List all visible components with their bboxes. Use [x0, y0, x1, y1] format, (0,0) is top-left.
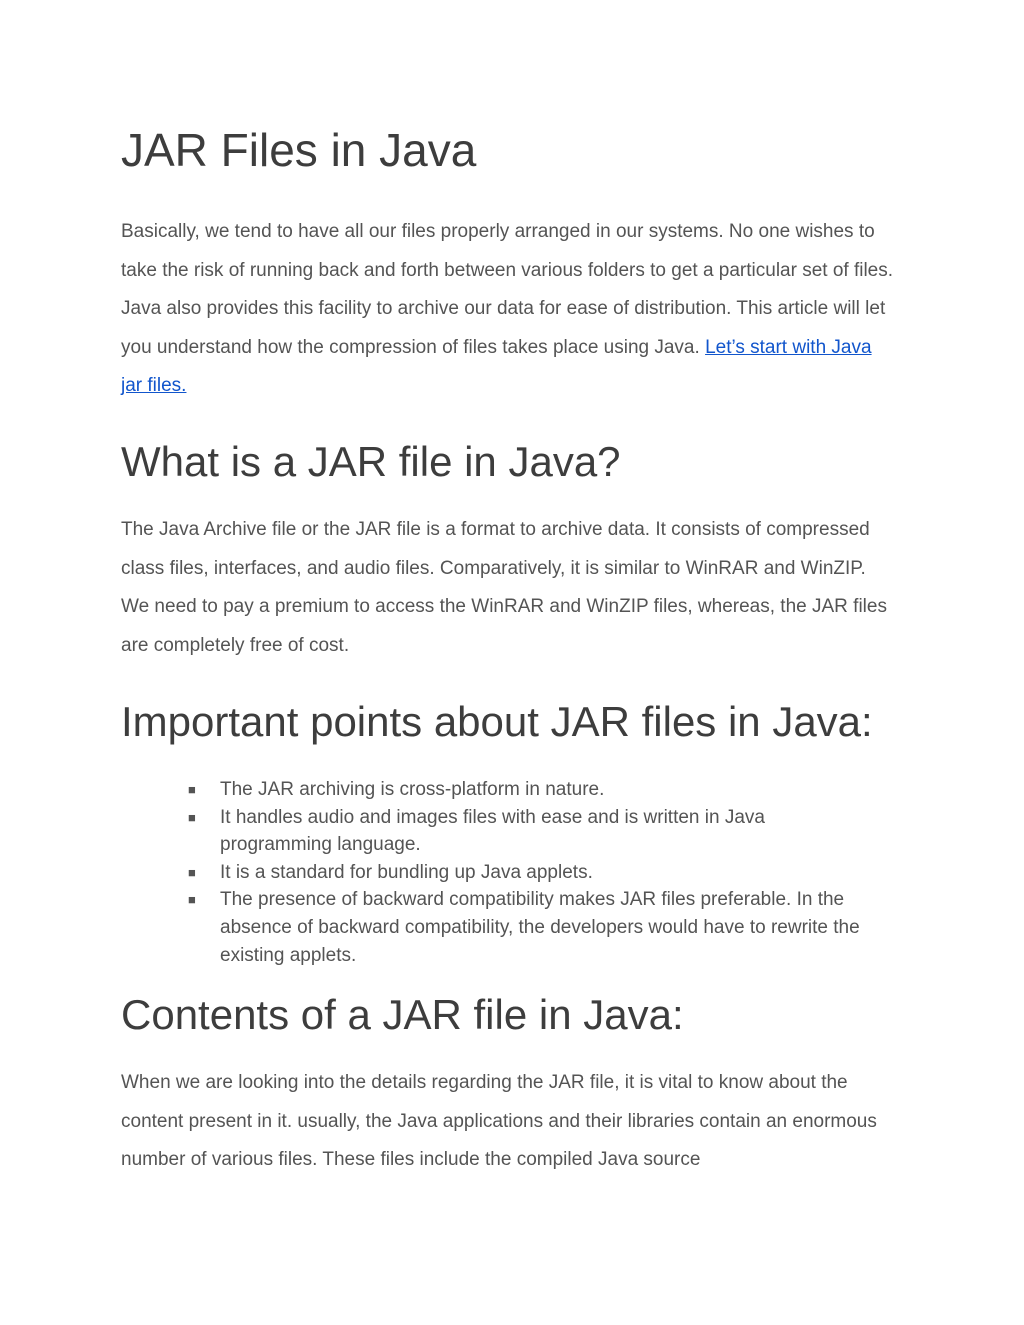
square-bullet-icon: ■	[188, 892, 196, 908]
section-contents-paragraph: When we are looking into the details regarding the JAR file, it is vital to know about the content present in it. usually, the Java applications and their libraries contain an enormous number of various files. These files include the compiled Java source	[121, 1072, 877, 1171]
section-what-paragraph: The Java Archive file or the JAR file is a format to archive data. It consists of compressed class files, interfaces, and audio files. Comparatively, it is similar to WinRAR and WinZIP. We need to pay a premium to access the WinRAR and WinZIP files, whereas, the JAR files are completely free of cost.	[121, 519, 887, 656]
list-item	[121, 886, 881, 969]
list-item-text: The JAR archiving is cross-platform in nature.	[220, 779, 605, 800]
section-what-heading: What is a JAR file in Java?	[121, 438, 621, 485]
list-item	[121, 859, 881, 887]
list-item-text: It is a standard for bundling up Java applets.	[220, 861, 593, 883]
list-item-text: The presence of backward compatibility makes JAR files preferable. In the absence of backward compatibility, the developers would have to rewrite the existing applets.	[220, 889, 860, 966]
square-bullet-icon: ■	[188, 782, 196, 797]
list-item-text: It handles audio and images files with ease and is written in Java programming language.	[220, 806, 765, 856]
intro-paragraph	[121, 213, 896, 406]
section-points-heading: Important points about JAR files in Java:	[121, 698, 873, 745]
points-list	[121, 776, 881, 969]
section-contents-heading: Contents of a JAR file in Java:	[121, 991, 684, 1038]
list-item	[121, 804, 881, 859]
page-title: JAR Files in Java	[121, 124, 477, 176]
square-bullet-icon: ■	[188, 809, 196, 825]
intro-link[interactable]: Let’s start with Java jar files.	[121, 336, 872, 397]
list-item	[121, 776, 881, 804]
intro-text: Basically, we tend to have all our files properly arranged in our systems. No one wishes to take the risk of running back and forth between various folders to get a particular set of files. Java also provides this facility to archive our data for ease of distribution. This article will let you understand how the compression of files takes place using Java.	[121, 221, 894, 358]
square-bullet-icon: ■	[188, 864, 196, 880]
